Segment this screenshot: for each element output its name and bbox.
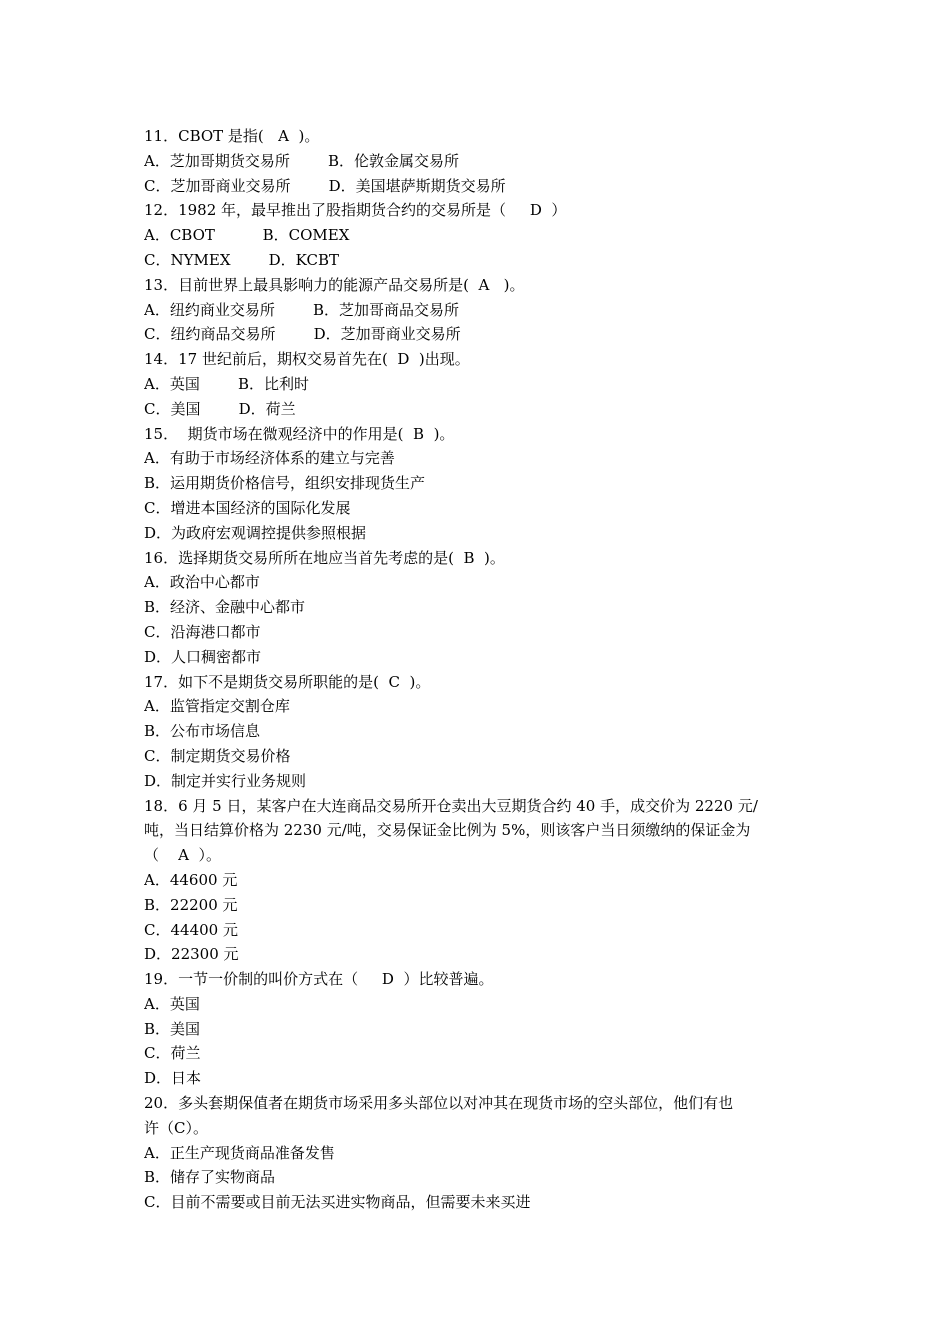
question-12: 12．1982 年，最早推出了股指期货合约的交易所是（ D ）	[144, 201, 567, 220]
option-line: A．CBOT B．COMEX	[144, 226, 350, 245]
option-line: A．英国	[144, 994, 200, 1013]
option-line: D．人口稠密都市	[144, 647, 262, 666]
question-18: 18．6 月 5 日，某客户在大连商品交易所开仓卖出大豆期货合约 40 手，成交价为 2220 元/	[144, 796, 758, 815]
option-line: C．美国 D．荷兰	[144, 399, 296, 418]
question-16: 16．选择期货交易所所在地应当首先考虑的是( B )。	[144, 548, 505, 567]
question-14: 14．17 世纪前后，期权交易首先在( D )出现。	[144, 350, 470, 369]
question-18-continued: 吨，当日结算价格为 2230 元/吨，交易保证金比例为 5%，则该客户当日须缴纳的保证金为	[144, 821, 751, 840]
question-19: 19．一节一价制的叫价方式在（ D ）比较普遍。	[144, 970, 494, 989]
option-line: A．正生产现货商品准备发售	[144, 1143, 335, 1162]
option-line: A．芝加哥期货交易所 B．伦敦金属交易所	[144, 151, 460, 170]
option-line: C．制定期货交易价格	[144, 746, 291, 765]
option-line: B．22200 元	[144, 895, 238, 914]
option-line: D．22300 元	[144, 945, 239, 964]
option-line: C．芝加哥商业交易所 D．美国堪萨斯期货交易所	[144, 176, 506, 195]
option-line: C．增进本国经济的国际化发展	[144, 498, 351, 517]
option-line: B．储存了实物商品	[144, 1168, 276, 1187]
document-page	[144, 124, 812, 1215]
option-line: A．监管指定交割仓库	[144, 697, 290, 716]
option-line: D．制定并实行业务规则	[144, 771, 307, 790]
option-line: B．美国	[144, 1019, 201, 1038]
option-line: D．为政府宏观调控提供参照根据	[144, 523, 367, 542]
option-line: A．44600 元	[144, 870, 238, 889]
question-18-continued: （ A ）。	[144, 846, 221, 865]
option-line: D．日本	[144, 1069, 202, 1088]
option-line: C．NYMEX D．KCBT	[144, 250, 339, 269]
option-line: C．目前不需要或目前无法买进实物商品，但需要未来买进	[144, 1193, 531, 1212]
question-15: 15． 期货市场在微观经济中的作用是( B )。	[144, 424, 455, 443]
option-line: C．纽约商品交易所 D．芝加哥商业交易所	[144, 325, 461, 344]
option-line: B．经济、金融中心都市	[144, 598, 306, 617]
option-line: A．有助于市场经济体系的建立与完善	[144, 449, 395, 468]
option-line: A．政治中心都市	[144, 573, 260, 592]
option-line: A．英国 B．比利时	[144, 374, 310, 393]
option-line: C．44400 元	[144, 920, 238, 939]
question-13: 13．目前世界上最具影响力的能源产品交易所是( A )。	[144, 275, 525, 294]
option-line: A．纽约商业交易所 B．芝加哥商品交易所	[144, 300, 460, 319]
question-20: 20．多头套期保值者在期货市场采用多头部位以对冲其在现货市场的空头部位，他们有也	[144, 1094, 734, 1113]
option-line: B．运用期货价格信号，组织安排现货生产	[144, 474, 426, 493]
question-20-continued: 许（C）。	[144, 1118, 208, 1137]
option-line: B．公布市场信息	[144, 722, 261, 741]
question-17: 17．如下不是期货交易所职能的是( C )。	[144, 672, 431, 691]
option-line: C．沿海港口都市	[144, 622, 261, 641]
option-line: C．荷兰	[144, 1044, 201, 1063]
question-11: 11．CBOT 是指( A )。	[144, 127, 320, 145]
